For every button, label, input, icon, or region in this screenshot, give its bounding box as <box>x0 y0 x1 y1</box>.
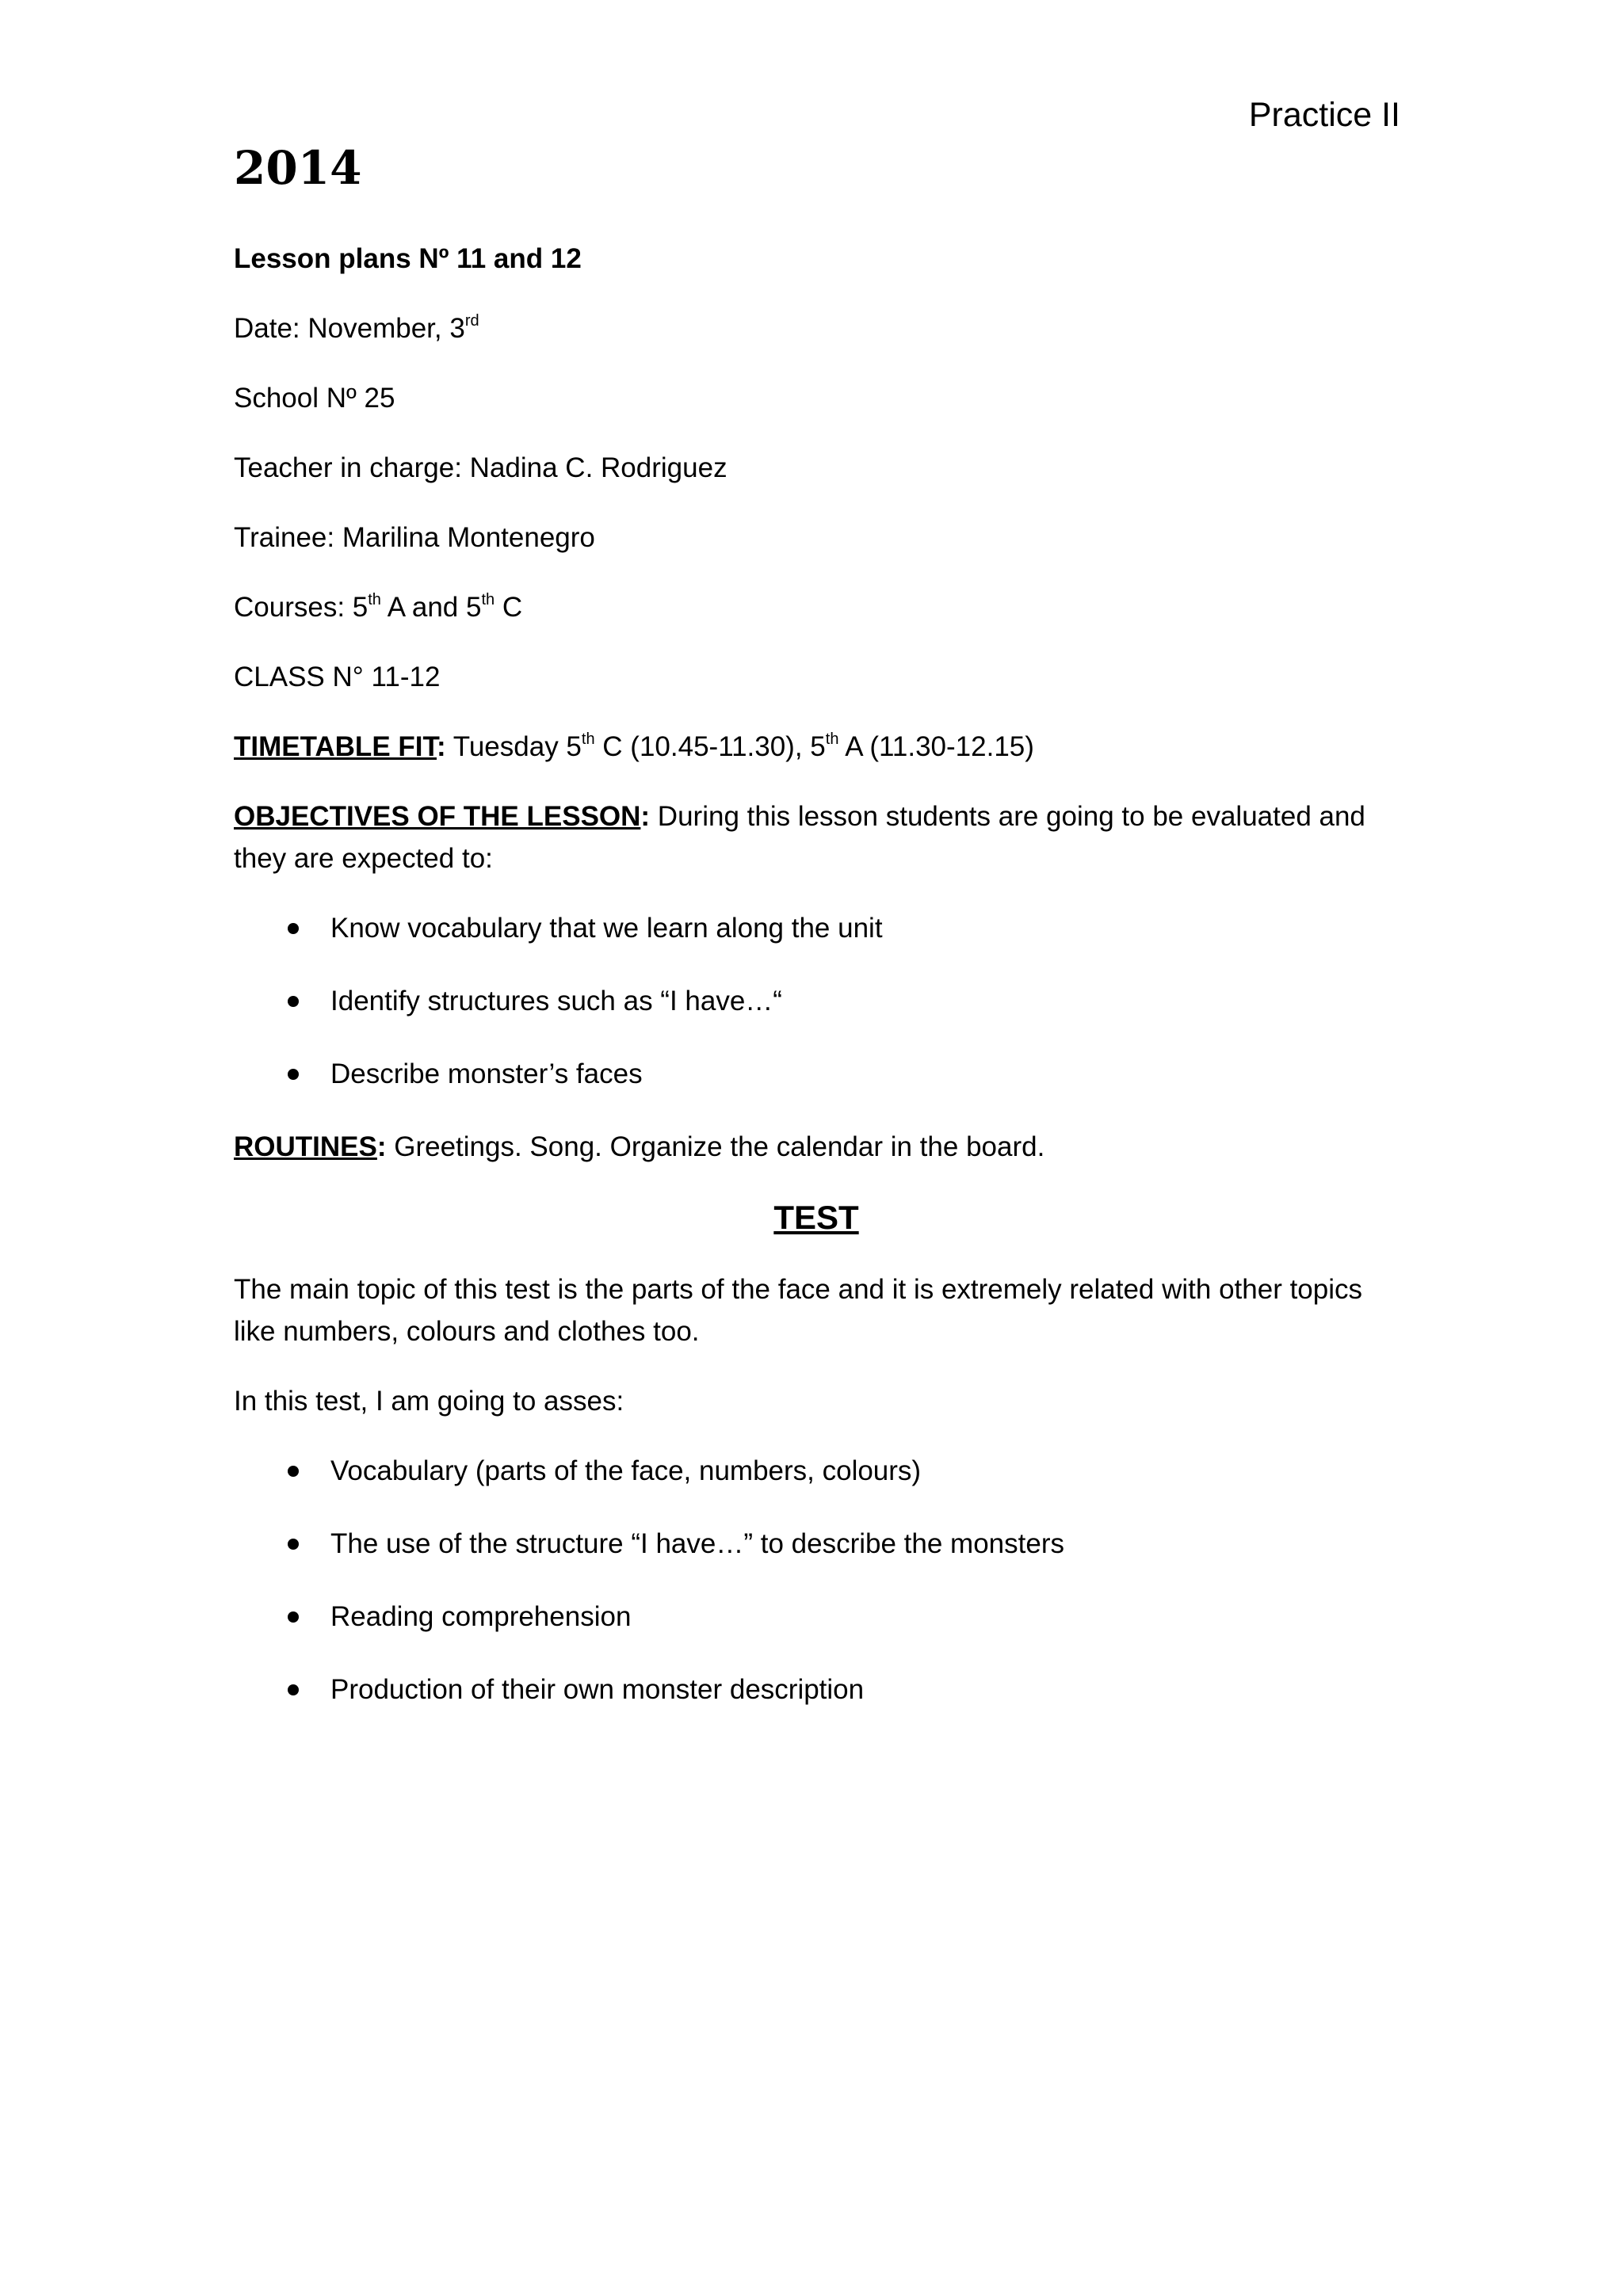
routines-text: Greetings. Song. Organize the calendar in the board. <box>386 1131 1045 1162</box>
courses-suffix-1: th <box>368 591 381 608</box>
timetable-text-2: C (10.45-11.30), 5 <box>594 731 826 762</box>
objectives-paragraph <box>234 795 1399 879</box>
timetable-suffix-2: th <box>825 730 839 748</box>
routines-line <box>234 1126 1399 1168</box>
courses-text-1: Courses: 5 <box>234 592 369 623</box>
practice-header: Practice II <box>1248 96 1400 134</box>
bullet-icon <box>288 1466 299 1477</box>
courses-text-3: C <box>495 592 523 623</box>
list-item <box>234 1450 1399 1492</box>
school-line: School Nº 25 <box>234 383 395 414</box>
date-line <box>234 307 1399 349</box>
list-item <box>234 980 1399 1022</box>
objective-text: Know vocabulary that we learn along the unit <box>330 913 883 944</box>
assess-intro: In this test, I am going to asses: <box>234 1386 624 1417</box>
assessment-text: Production of their own monster description <box>330 1674 865 1705</box>
objectives-colon: : <box>640 801 651 832</box>
routines-label: ROUTINES <box>234 1131 377 1162</box>
timetable-colon: : <box>437 731 446 762</box>
courses-text-2: A and 5 <box>380 592 482 623</box>
document-body <box>234 238 1399 1741</box>
bullet-icon <box>288 1069 299 1080</box>
courses-line <box>234 586 1399 628</box>
objectives-text: During this lesson students are going to be evaluated and they are expected to: <box>234 801 1365 874</box>
list-item <box>234 1596 1399 1638</box>
test-intro: The main topic of this test is the parts of the face and it is extremely related with other topics like numbers, colours and clothes too. <box>234 1274 1363 1347</box>
list-item <box>234 1053 1399 1095</box>
objectives-label: OBJECTIVES OF THE LESSON <box>234 801 641 832</box>
bullet-icon <box>288 996 299 1007</box>
assessment-text: Reading comprehension <box>330 1601 632 1632</box>
objective-text: Identify structures such as “I have…“ <box>330 986 782 1016</box>
timetable-text-1: Tuesday 5 <box>445 731 582 762</box>
trainee-line: Trainee: Marilina Montenegro <box>234 522 595 553</box>
date-text: Date: November, 3 <box>234 313 465 344</box>
list-item <box>234 907 1399 949</box>
bullet-icon <box>288 923 299 934</box>
objectives-list <box>234 907 1399 1095</box>
list-item <box>234 1523 1399 1565</box>
class-number-line: CLASS N° 11-12 <box>234 662 441 692</box>
assessment-text: The use of the structure “I have…” to describe the monsters <box>330 1528 1064 1559</box>
lesson-title: Lesson plans Nº 11 and 12 <box>234 243 582 274</box>
timetable-line <box>234 726 1399 768</box>
assessment-list <box>234 1450 1399 1711</box>
test-heading: TEST <box>773 1199 859 1236</box>
courses-suffix-2: th <box>481 591 495 608</box>
assessment-text: Vocabulary (parts of the face, numbers, colours) <box>330 1455 922 1486</box>
list-item <box>234 1669 1399 1711</box>
timetable-suffix-1: th <box>581 730 595 748</box>
timetable-label: TIMETABLE FIT <box>234 731 437 762</box>
objective-text: Describe monster’s faces <box>330 1058 643 1089</box>
bullet-icon <box>288 1539 299 1550</box>
routines-colon: : <box>376 1131 387 1162</box>
teacher-line: Teacher in charge: Nadina C. Rodriguez <box>234 452 727 483</box>
bullet-icon <box>288 1611 299 1623</box>
date-suffix: rd <box>464 312 479 330</box>
timetable-text-3: A (11.30-12.15) <box>838 731 1034 762</box>
bullet-icon <box>288 1684 299 1695</box>
year-heading: 2014 <box>234 141 362 195</box>
